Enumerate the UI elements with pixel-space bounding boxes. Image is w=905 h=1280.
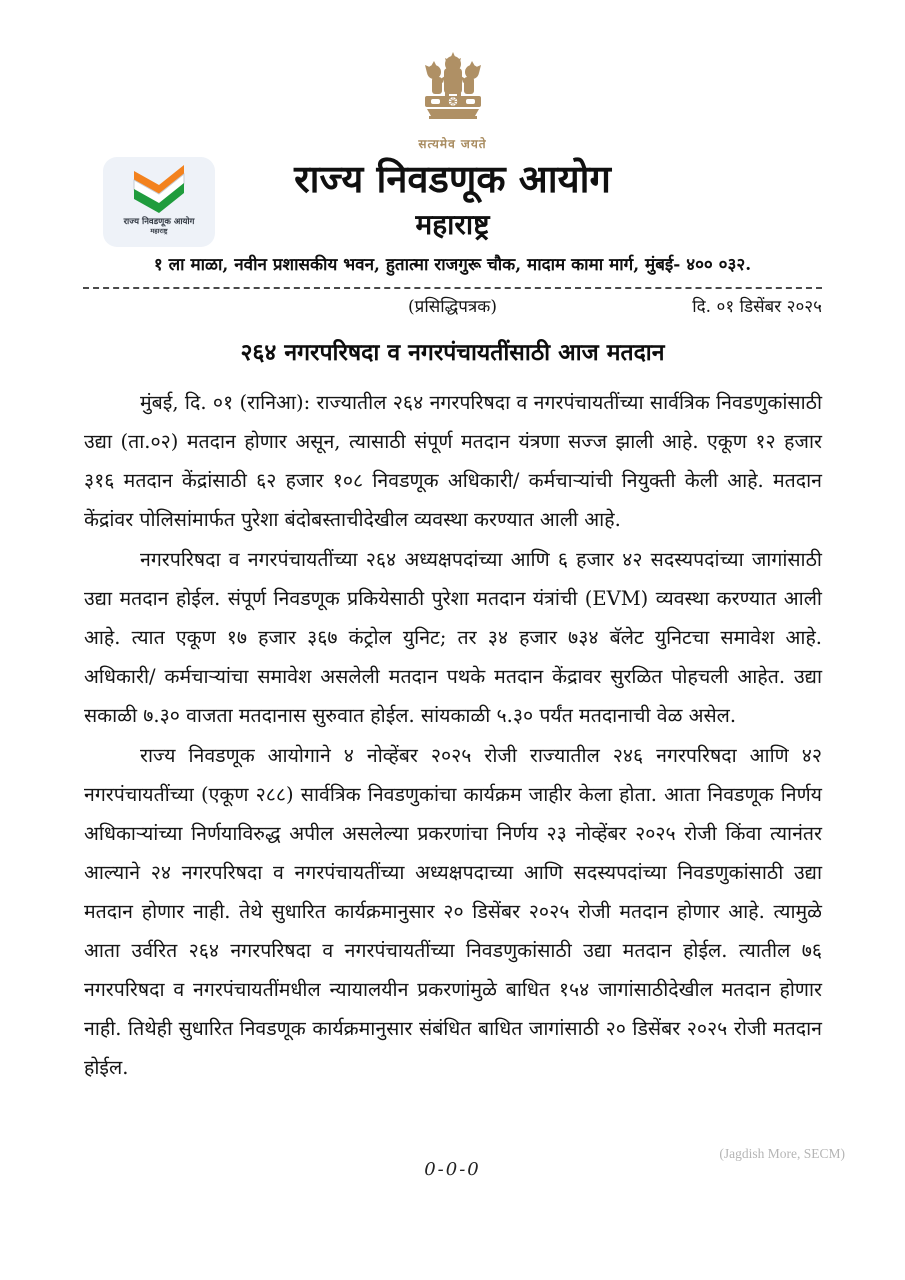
headline: २६४ नगरपरिषदा व नगरपंचायतींसाठी आज मतदान xyxy=(240,339,665,366)
org-address: १ ला माळा, नवीन प्रशासकीय भवन, हुतात्मा राजगुरू चौक, मादाम कामा मार्ग, मुंबई- ४०० ०३२. xyxy=(153,255,752,275)
body-text xyxy=(84,383,822,1087)
dashed-divider xyxy=(83,287,822,289)
doc-type-label: (प्रसिद्धिपत्रक) xyxy=(408,297,497,317)
end-mark: 0-0-0 xyxy=(424,1159,481,1180)
sec-logo-badge xyxy=(103,157,215,247)
sec-chevron-icon xyxy=(120,161,198,213)
paragraph-2: नगरपरिषदा व नगरपंचायतींच्या २६४ अध्यक्षपदांच्या आणि ६ हजार ४२ सदस्यपदांच्या जागांसाठी उद्या मतदान होईल. संपूर्ण निवडणूक प्रकियेसाठी पुरेशा मतदान यंत्रांची (EVM) व्यवस्था करण्यात आली आहे. त्यात एकूण १७ हजार ३६७ कंट्रोल युनिट; तर ३४ हजार ७३४ बॅलेट युनिटचा समावेश आहे. अधिकारी/ कर्मचाऱ्यांचा समावेश असलेली मतदान पथके मतदान केंद्रावर सुरळित पोहचली आहेत. उद्या सकाळी ७.३० वाजता मतदानास सुरुवात होईल. सांयकाळी ५.३० पर्यंत मतदानाची वेळ असेल. xyxy=(84,548,822,727)
doc-date: दि. ०१ डिसेंबर २०२५ xyxy=(692,297,822,317)
national-emblem xyxy=(0,0,905,152)
paragraph-1: मुंबई, दि. ०१ (रानिआ): राज्यातील २६४ नगरपरिषदा व नगरपंचायतींच्या सार्वत्रिक निवडणुकांसाठी उद्या (ता.०२) मतदान होणार असून, त्यासाठी संपूर्ण मतदान यंत्रणा सज्ज झाली आहे. एकूण १२ हजार ३१६ मतदान केंद्रांसाठी ६२ हजार १०८ निवडणूक अधिकारी/ कर्मचाऱ्यांची नियुक्ती केली आहे. मतदान केंद्रांवर पोलिसांमार्फत पुरेशा बंदोबस्ताचीदेखील व्यवस्था करण्यात आली आहे. xyxy=(84,391,822,531)
org-title: राज्य निवडणूक आयोग xyxy=(294,156,611,201)
meta-row xyxy=(83,294,822,320)
emblem-motto: सत्यमेव जयते xyxy=(418,137,487,151)
ashoka-lion-capital-icon xyxy=(417,50,489,130)
author-credit: (Jagdish More, SECM) xyxy=(719,1146,845,1161)
org-subtitle: महाराष्ट्र xyxy=(415,208,490,241)
paragraph-3: राज्य निवडणूक आयोगाने ४ नोव्हेंबर २०२५ रोजी राज्यातील २४६ नगरपरिषदा आणि ४२ नगरपंचायतींच्या (एकूण २८८) सार्वत्रिक निवडणुकांचा कार्यक्रम जाहीर केला होता. आता निवडणूक निर्णय अधिकाऱ्यांच्या निर्णयाविरुद्ध अपील असलेल्या प्रकरणांचा निर्णय २३ नोव्हेंबर २०२५ रोजी किंवा त्यानंतर आल्याने २४ नगरपरिषदा व नगरपंचायतींच्या अध्यक्षपदाच्या आणि सदस्यपदांच्या निवडणुकांसाठी उद्या मतदान होणार नाही. तेथे सुधारित कार्यक्रमानुसार २० डिसेंबर २०२५ रोजी मतदान होणार आहे. त्यामुळे आता उर्वरित २६४ नगरपरिषदा व नगरपंचायतींच्या निवडणुकांसाठी उद्या मतदान होईल. त्यातील ७६ नगरपरिषदा व नगरपंचायतींमधील न्यायालयीन प्रकरणांमुळे बाधित १५४ जागांसाठीदेखील मतदान होणार नाही. तिथेही सुधारित निवडणूक कार्यक्रमानुसार संबंधित बाधित जागांसाठी २० डिसेंबर २०२५ रोजी मतदान होईल. xyxy=(84,744,822,1079)
sec-logo-subtitle: महाराष्ट्र xyxy=(150,227,168,235)
sec-logo-title: राज्य निवडणूक आयोग xyxy=(123,217,195,227)
